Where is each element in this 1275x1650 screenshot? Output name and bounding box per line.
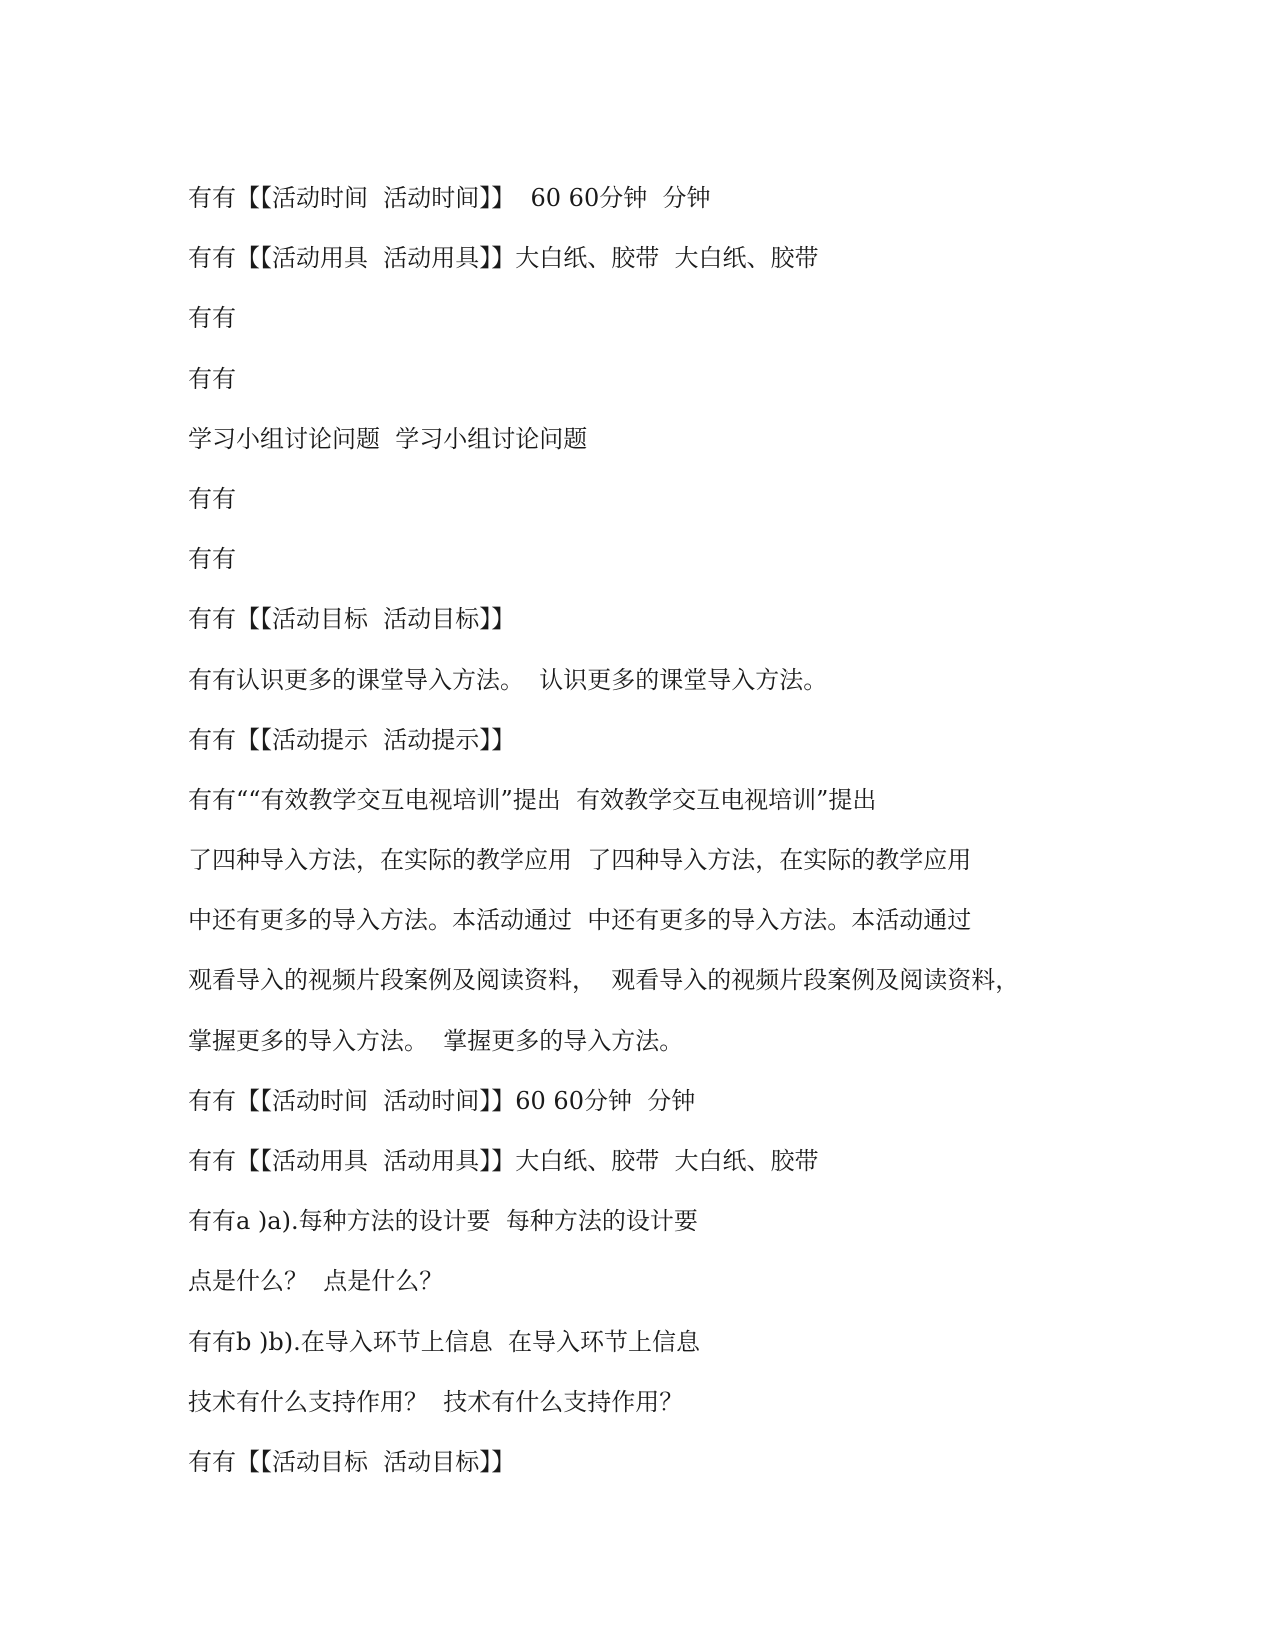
text-line-question-b: 技术有什么支持作用？ 技术有什么支持作用？ bbox=[188, 1387, 684, 1416]
text-line-hint-content: 了四种导入方法，在实际的教学应用 了四种导入方法，在实际的教学应用 bbox=[188, 846, 972, 875]
text-line-activity-hint: 有有【【活动提示 活动提示】】 bbox=[188, 725, 516, 754]
text-line-goal-content: 有有认识更多的课堂导入方法。 认识更多的课堂导入方法。 bbox=[188, 665, 828, 694]
text-line-hint-content: 中还有更多的导入方法。本活动通过 中还有更多的导入方法。本活动通过 bbox=[188, 906, 972, 935]
text-line-hint-content: 观看导入的视频片段案例及阅读资料， 观看导入的视频片段案例及阅读资料， bbox=[188, 966, 1020, 995]
text-line-question-a: 点是什么？ 点是什么？ bbox=[188, 1267, 444, 1296]
text-line-question-b: 有有b )b).在导入环节上信息 在导入环节上信息 bbox=[188, 1327, 700, 1356]
document-body bbox=[188, 168, 1188, 1492]
text-line-activity-goal: 有有【【活动目标 活动目标】】 bbox=[188, 1447, 516, 1476]
text-line: 有有 bbox=[188, 364, 236, 393]
text-line-activity-tools: 有有【【活动用具 活动用具】】大白纸、胶带 大白纸、胶带 bbox=[188, 244, 819, 273]
text-line-group-discussion: 学习小组讨论问题 学习小组讨论问题 bbox=[188, 424, 588, 453]
text-line-activity-tools: 有有【【活动用具 活动用具】】大白纸、胶带 大白纸、胶带 bbox=[188, 1147, 819, 1175]
text-line-question-a: 有有a )a).每种方法的设计要 每种方法的设计要 bbox=[188, 1207, 698, 1236]
text-line-hint-content: 掌握更多的导入方法。 掌握更多的导入方法。 bbox=[188, 1026, 684, 1055]
text-line-hint-content: 有有““有效教学交互电视培训”提出 有效教学交互电视培训”提出 bbox=[188, 785, 877, 814]
text-line-activity-time: 有有【【活动时间 活动时间】】 60 60分钟 分钟 bbox=[188, 184, 711, 212]
text-line-activity-time: 有有【【活动时间 活动时间】】60 60分钟 分钟 bbox=[188, 1086, 696, 1115]
text-line: 有有 bbox=[188, 545, 236, 574]
text-line: 有有 bbox=[188, 484, 236, 513]
text-line-activity-goal: 有有【【活动目标 活动目标】】 bbox=[188, 605, 516, 634]
text-line: 有有 bbox=[188, 304, 236, 333]
